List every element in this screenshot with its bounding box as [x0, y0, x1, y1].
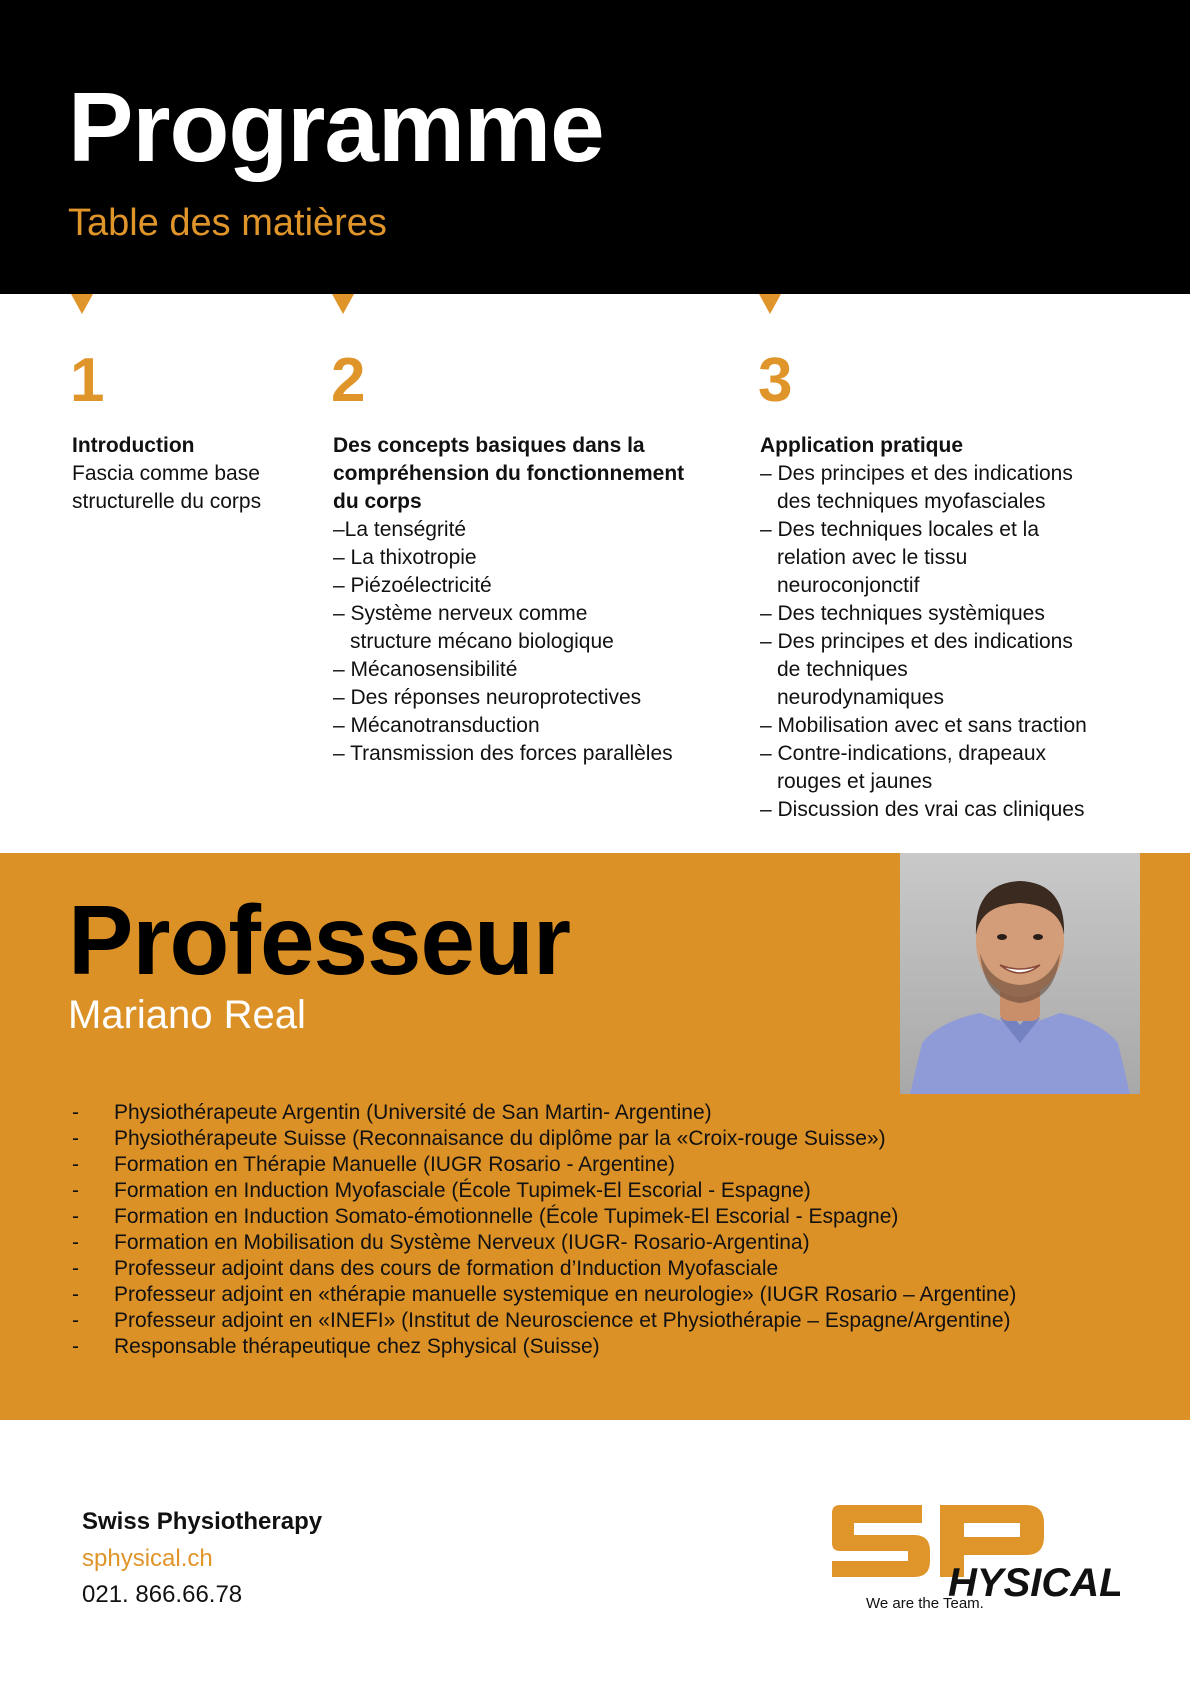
- toc-heading: Application pratique: [760, 434, 964, 457]
- toc-item: – Mécanotransduction: [333, 714, 540, 737]
- bullet-dash: -: [72, 1127, 79, 1150]
- list-item: - Formation en Induction Myofasciale (École Tupimek-El Escorial - Espagne): [72, 1179, 811, 1202]
- sphysical-logo: [830, 1505, 1120, 1611]
- bullet-dash: -: [72, 1179, 79, 1202]
- toc-heading: Introduction: [72, 434, 195, 457]
- bullet-dash: -: [72, 1205, 79, 1228]
- bullet-dash: -: [72, 1153, 79, 1176]
- toc-item: – Des réponses neuroprotectives: [333, 686, 642, 709]
- pointer-triangle-icon: [71, 294, 93, 314]
- credentials-list: [72, 1100, 1016, 1360]
- toc-item: – Transmission des forces parallèles: [333, 742, 673, 765]
- sphysical-logo-icon: [830, 1505, 1120, 1611]
- page-title: Programme: [68, 72, 604, 182]
- toc-heading: Des concepts basiques dans la compréhension du fonctionnement du corps: [333, 434, 685, 513]
- bullet-dash: -: [72, 1257, 79, 1280]
- toc-line: Fascia comme base: [72, 462, 260, 485]
- list-item: - Responsable thérapeutique chez Sphysical (Suisse): [72, 1335, 600, 1358]
- toc-line: structurelle du corps: [72, 490, 262, 513]
- bullet-dash: -: [72, 1101, 79, 1124]
- toc-number: 3: [758, 346, 793, 415]
- logo-tagline: We are the Team.: [866, 1595, 984, 1611]
- professor-name: Mariano Real: [68, 993, 306, 1037]
- footer-brand: Swiss Physiotherapy: [82, 1508, 323, 1535]
- toc-item: – Discussion des vrai cas cliniques: [760, 798, 1085, 821]
- toc-section-2: [331, 346, 703, 768]
- toc-item: – Des principes et des indications de techniques neurodynamiques: [760, 630, 1073, 709]
- toc-section-3: [758, 346, 1135, 824]
- pointer-triangle-icon: [759, 294, 781, 314]
- toc-item: – La thixotropie: [333, 546, 477, 569]
- list-item: - Professeur adjoint en «INEFI» (Institut de Neuroscience et Physiothérapie – Espagne/Argentine): [72, 1309, 1011, 1332]
- toc-section-1: [70, 346, 302, 516]
- list-item: - Physiothérapeute Suisse (Reconnaisance du diplôme par la «Croix-rouge Suisse»): [72, 1127, 886, 1150]
- website-link[interactable]: sphysical.ch: [82, 1545, 213, 1572]
- bullet-dash: -: [72, 1231, 79, 1254]
- toc-item: – Système nerveux comme structure mécano biologique: [333, 602, 614, 653]
- page-subtitle: Table des matières: [68, 202, 387, 244]
- professor-section: [0, 853, 1190, 1420]
- toc-item: – Des techniques systèmiques: [760, 602, 1045, 625]
- bullet-dash: -: [72, 1335, 79, 1358]
- list-item: - Formation en Mobilisation du Système Nerveux (IUGR- Rosario-Argentina): [72, 1231, 810, 1254]
- logo-wordmark: HYSICAL: [948, 1561, 1120, 1605]
- list-item: - Formation en Thérapie Manuelle (IUGR Rosario - Argentine): [72, 1153, 676, 1176]
- toc-item: –La tenségrité: [333, 518, 467, 541]
- list-item: - Physiothérapeute Argentin (Université de San Martin- Argentine): [72, 1101, 712, 1124]
- list-item: - Formation en Induction Somato-émotionnelle (École Tupimek-El Escorial - Espagne): [72, 1205, 899, 1228]
- toc-item: – Mobilisation avec et sans traction: [760, 714, 1087, 737]
- professor-title: Professeur: [68, 885, 571, 995]
- list-item: - Professeur adjoint en «thérapie manuelle systemique en neurologie» (IUGR Rosario – Argentine): [72, 1283, 1017, 1306]
- toc-item: – Piézoélectricité: [333, 574, 492, 597]
- person-portrait-icon: [900, 853, 1140, 1094]
- professor-photo: [900, 853, 1140, 1094]
- toc-item: – Contre-indications, drapeaux rouges et jaunes: [760, 742, 1047, 793]
- header-banner: [0, 0, 1190, 294]
- toc-item: – Des techniques locales et la relation avec le tissu neuroconjonctif: [760, 518, 1039, 597]
- bullet-dash: -: [72, 1283, 79, 1306]
- list-item: - Professeur adjoint dans des cours de formation d’Induction Myofasciale: [72, 1257, 779, 1280]
- bullet-dash: -: [72, 1309, 79, 1332]
- toc-number: 2: [331, 346, 366, 415]
- phone-number: 021. 866.66.78: [82, 1581, 243, 1608]
- toc-item: – Mécanosensibilité: [333, 658, 518, 681]
- pointer-triangle-icon: [332, 294, 354, 314]
- toc-number: 1: [70, 346, 105, 415]
- toc-item: – Des principes et des indications des techniques myofasciales: [760, 462, 1073, 513]
